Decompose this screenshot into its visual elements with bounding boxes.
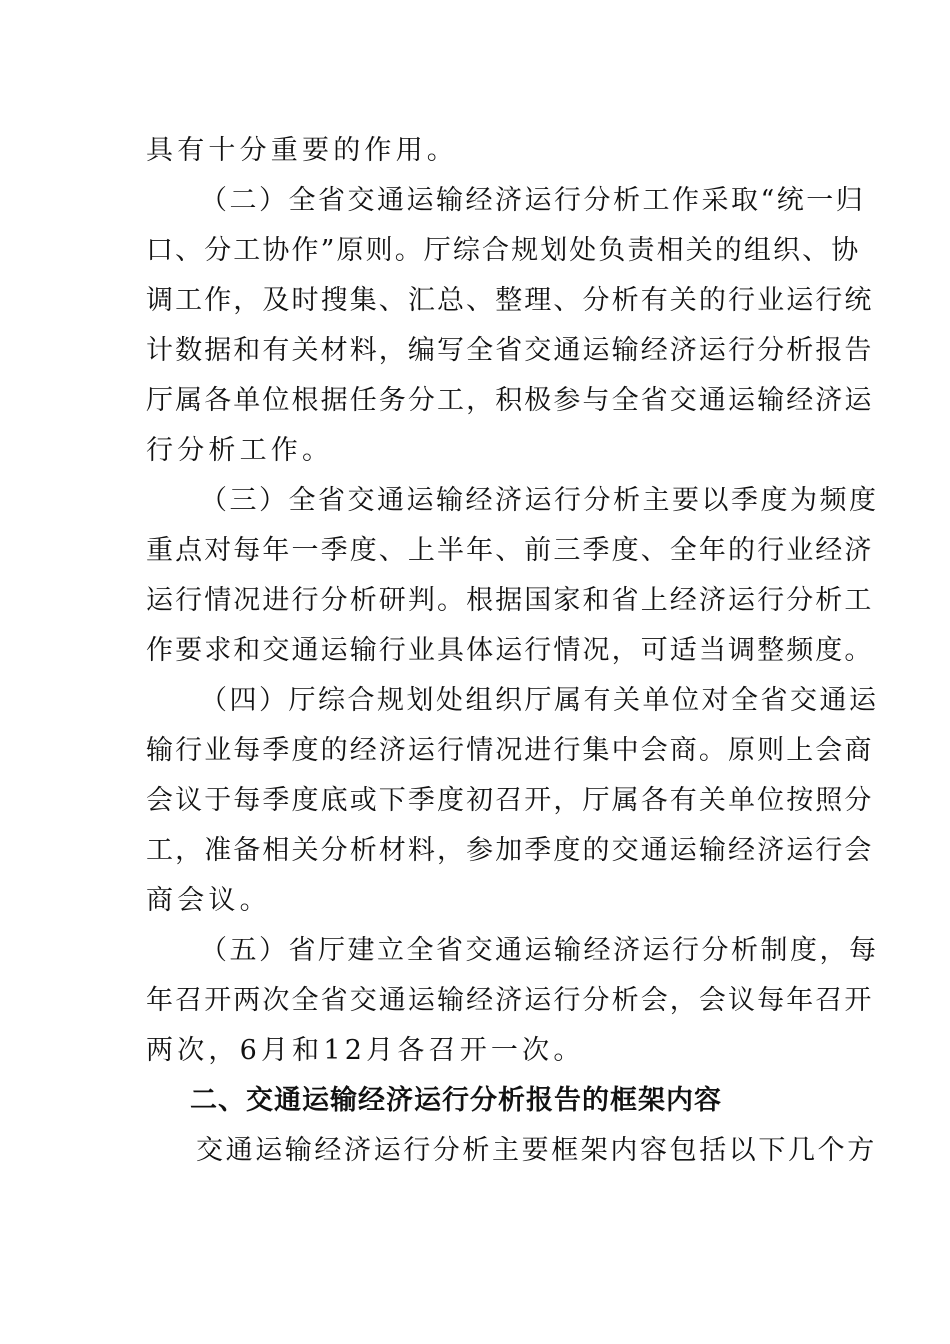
section-heading: 二、交通运输经济运行分析报告的框架内容 [190, 1085, 722, 1116]
body-line: 工，准备相关分析材料，参加季度的交通运输经济运行会 [146, 835, 874, 866]
body-line: 会议于每季度底或下季度初召开，厅属各有关单位按照分 [146, 785, 874, 816]
body-line: 两次，6月和12月各召开一次。 [146, 1035, 585, 1066]
body-line: （二）全省交通运输经济运行分析工作采取“统一归 [200, 185, 866, 216]
body-line: 交通运输经济运行分析主要框架内容包括以下几个方 [196, 1135, 877, 1166]
body-line: 年召开两次全省交通运输经济运行分析会，会议每年召开 [146, 985, 874, 1016]
body-line: 调工作，及时搜集、汇总、整理、分析有关的行业运行统 [146, 285, 874, 316]
body-line: （四）厅综合规划处组织厅属有关单位对全省交通运 [200, 685, 879, 716]
body-line: 重点对每年一季度、上半年、前三季度、全年的行业经济 [146, 535, 874, 566]
body-line: 商会议。 [146, 885, 271, 916]
body-line: （三）全省交通运输经济运行分析主要以季度为频度 [200, 485, 879, 516]
body-line: 厅属各单位根据任务分工，积极参与全省交通运输经济运 [146, 385, 874, 416]
body-line: 输行业每季度的经济运行情况进行集中会商。原则上会商 [146, 735, 874, 766]
body-line: 计数据和有关材料，编写全省交通运输经济运行分析报告 [146, 335, 874, 366]
body-line: 作要求和交通运输行业具体运行情况，可适当调整频度。 [146, 635, 874, 666]
body-line: 具有十分重要的作用。 [146, 135, 458, 166]
body-line: （五）省厅建立全省交通运输经济运行分析制度，每 [200, 935, 879, 966]
body-line: 运行情况进行分析研判。根据国家和省上经济运行分析工 [146, 585, 874, 616]
body-line: 口、分工协作”原则。厅综合规划处负责相关的组织、协 [146, 235, 861, 266]
body-line: 行分析工作。 [146, 435, 334, 466]
